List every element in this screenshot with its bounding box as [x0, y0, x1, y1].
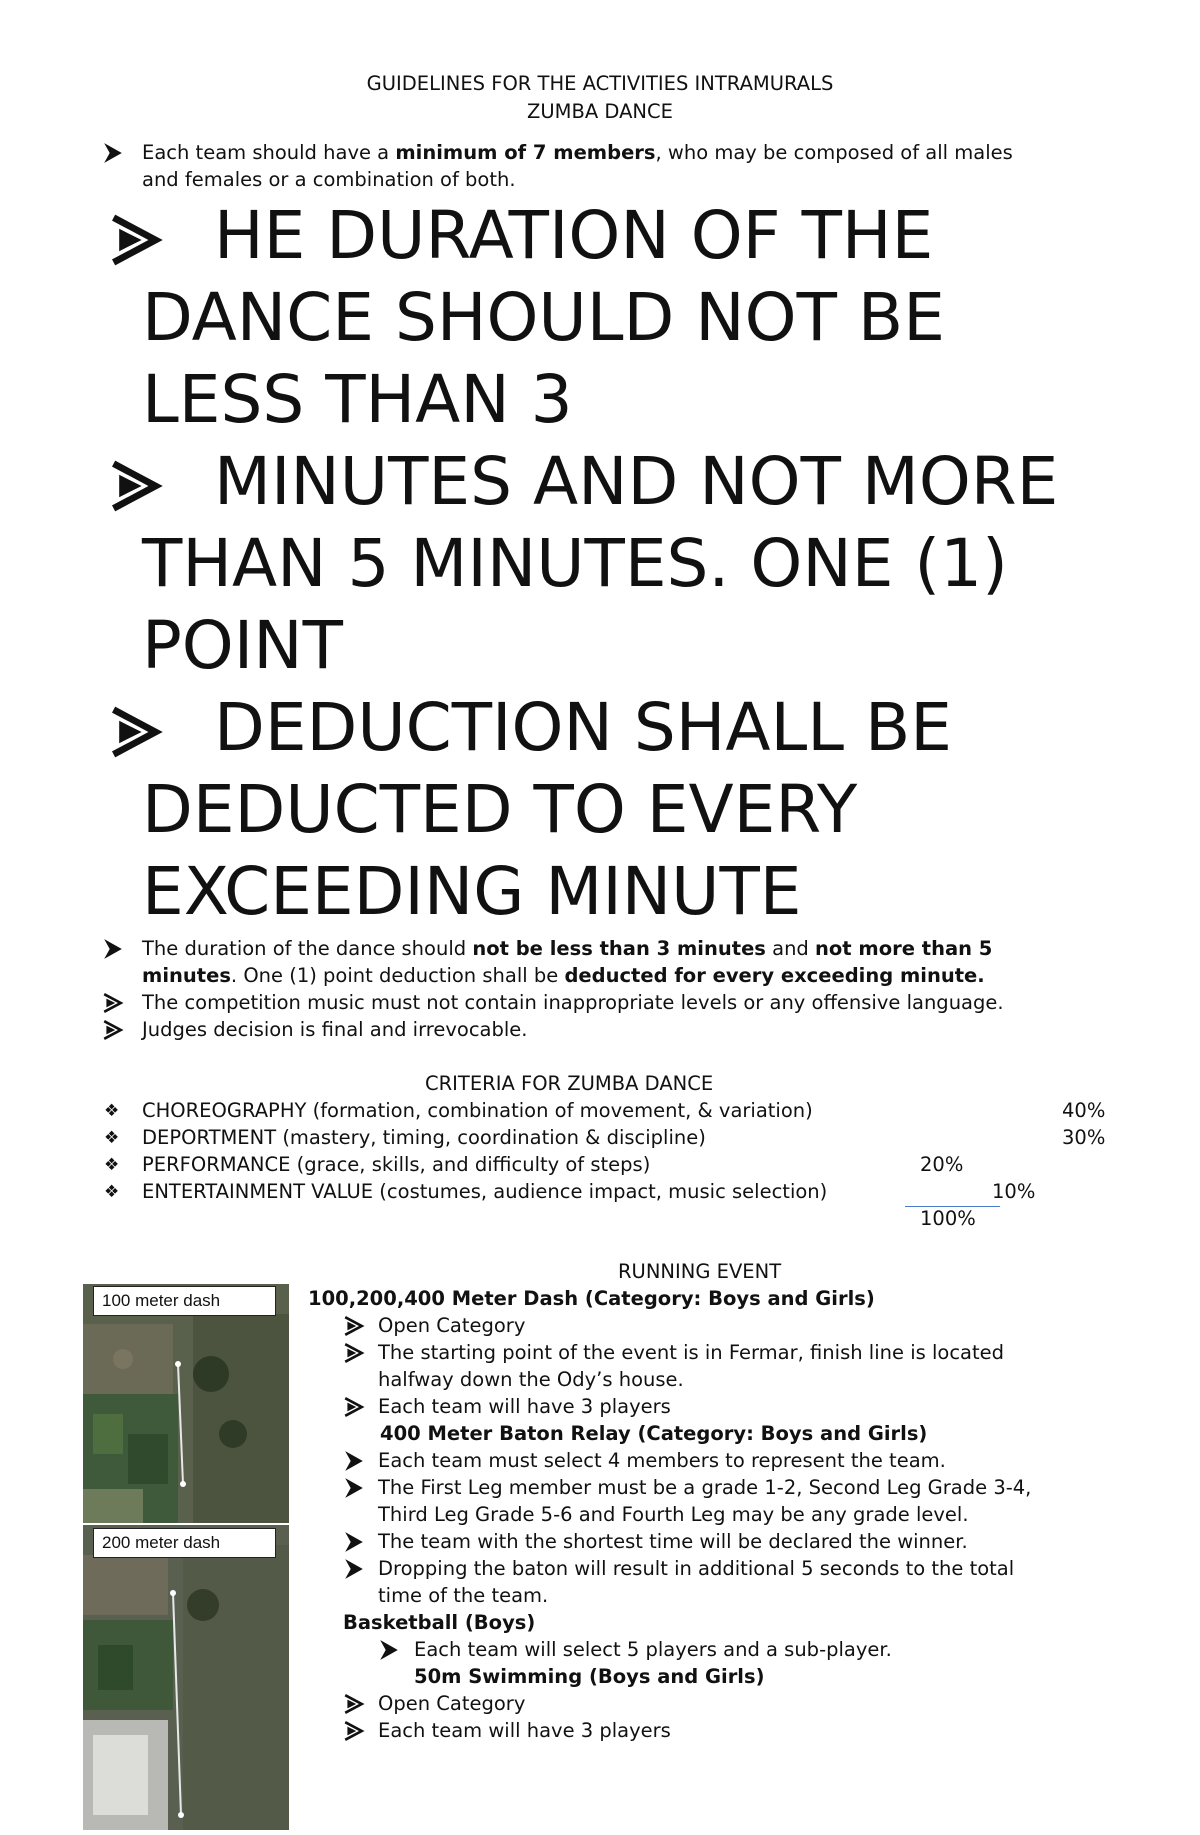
- big-text-line: LESS THAN 3: [142, 361, 573, 438]
- arrowhead-bullet-icon: [102, 992, 124, 1014]
- arrowhead-bullet-icon: [343, 1693, 365, 1715]
- running-title: RUNNING EVENT: [618, 1260, 782, 1283]
- zumba-bullet-duration-cont: minutes. One (1) point deduction shall be deducted for every exceeding minute.: [142, 964, 985, 987]
- map-label: 200 meter dash: [93, 1528, 276, 1558]
- map-label: 100 meter dash: [93, 1286, 276, 1316]
- map-200-meter-dash: [83, 1525, 289, 1830]
- zumba-bullet-members-cont: and females or a combination of both.: [142, 168, 516, 191]
- swimming-item: Open Category: [378, 1692, 526, 1715]
- criteria-total: 100%: [920, 1207, 976, 1230]
- criteria-item-percent: 30%: [1062, 1126, 1106, 1149]
- dash-item: The starting point of the event is in Fermar, finish line is located: [378, 1341, 1005, 1364]
- big-text-line: POINT: [142, 607, 343, 684]
- page-header: GUIDELINES FOR THE ACTIVITIES INTRAMURALS: [366, 72, 834, 95]
- zumba-bullet-music: The competition music must not contain inappropriate levels or any offensive language.: [142, 991, 1004, 1014]
- arrowhead-bullet-icon: [343, 1558, 365, 1580]
- criteria-item-percent: 20%: [920, 1153, 964, 1176]
- basketball-item: Each team will select 5 players and a sub-player.: [414, 1638, 892, 1661]
- criteria-item-label: ENTERTAINMENT VALUE (costumes, audience impact, music selection): [142, 1180, 828, 1203]
- arrowhead-bullet-icon: [343, 1720, 365, 1742]
- swimming-heading: 50m Swimming (Boys and Girls): [414, 1665, 765, 1688]
- criteria-item-label: CHOREOGRAPHY (formation, combination of movement, & variation): [142, 1099, 813, 1122]
- four-diamond-bullet-icon: ❖: [104, 1128, 120, 1148]
- zumba-bullet-duration: The duration of the dance should not be less than 3 minutes and not more than 5: [142, 937, 993, 960]
- big-text-line: DEDUCTED TO EVERY: [142, 771, 858, 848]
- criteria-item-label: DEPORTMENT (mastery, timing, coordination & discipline): [142, 1126, 706, 1149]
- relay-item-cont: time of the team.: [378, 1584, 549, 1607]
- map-100-meter-dash: [83, 1284, 289, 1523]
- basketball-heading: Basketball (Boys): [343, 1611, 536, 1634]
- dash-heading: 100,200,400 Meter Dash (Category: Boys and Girls): [308, 1287, 875, 1310]
- arrowhead-bullet-icon: [343, 1396, 365, 1418]
- arrowhead-bullet-icon: [343, 1531, 365, 1553]
- zumba-bullet-judges: Judges decision is final and irrevocable.: [142, 1018, 528, 1041]
- dash-item-cont: halfway down the Ody’s house.: [378, 1368, 684, 1391]
- criteria-item-label: PERFORMANCE (grace, skills, and difficulty of steps): [142, 1153, 651, 1176]
- arrowhead-bullet-icon: [378, 1639, 400, 1661]
- four-diamond-bullet-icon: ❖: [104, 1155, 120, 1175]
- relay-item: The First Leg member must be a grade 1-2, Second Leg Grade 3-4,: [378, 1476, 1032, 1499]
- dash-item: Each team will have 3 players: [378, 1395, 671, 1418]
- criteria-item-percent: 10%: [992, 1180, 1036, 1203]
- criteria-title: CRITERIA FOR ZUMBA DANCE: [425, 1072, 714, 1095]
- swimming-item: Each team will have 3 players: [378, 1719, 671, 1742]
- arrowhead-bullet-icon: [108, 458, 164, 514]
- zumba-title: ZUMBA DANCE: [527, 100, 673, 123]
- relay-item: The team with the shortest time will be declared the winner.: [378, 1530, 968, 1553]
- big-text-line: DANCE SHOULD NOT BE: [142, 279, 945, 356]
- arrowhead-bullet-icon: [343, 1342, 365, 1364]
- arrowhead-bullet-icon: [108, 212, 164, 268]
- arrowhead-bullet-icon: [102, 142, 124, 164]
- big-text-line: THAN 5 MINUTES. ONE (1): [142, 525, 1008, 602]
- satellite-map-image: [83, 1284, 289, 1523]
- relay-item-cont: Third Leg Grade 5-6 and Fourth Leg may be any grade level.: [378, 1503, 969, 1526]
- arrowhead-bullet-icon: [102, 938, 124, 960]
- four-diamond-bullet-icon: ❖: [104, 1101, 120, 1121]
- relay-item: Each team must select 4 members to represent the team.: [378, 1449, 946, 1472]
- satellite-map-image: [83, 1525, 289, 1830]
- four-diamond-bullet-icon: ❖: [104, 1182, 120, 1202]
- arrowhead-bullet-icon: [343, 1315, 365, 1337]
- big-text-line: MINUTES AND NOT MORE: [214, 443, 1059, 520]
- zumba-bullet-members: Each team should have a minimum of 7 members, who may be composed of all males: [142, 141, 1013, 164]
- arrowhead-bullet-icon: [102, 1019, 124, 1041]
- arrowhead-bullet-icon: [343, 1450, 365, 1472]
- arrowhead-bullet-icon: [108, 704, 164, 760]
- arrowhead-bullet-icon: [343, 1477, 365, 1499]
- relay-heading: 400 Meter Baton Relay (Category: Boys and Girls): [380, 1422, 928, 1445]
- big-text-line: EXCEEDING MINUTE: [142, 853, 802, 930]
- relay-item: Dropping the baton will result in additional 5 seconds to the total: [378, 1557, 1015, 1580]
- criteria-item-percent: 40%: [1062, 1099, 1106, 1122]
- dash-item: Open Category: [378, 1314, 526, 1337]
- big-text-line: HE DURATION OF THE: [214, 197, 934, 274]
- big-text-line: DEDUCTION SHALL BE: [214, 689, 952, 766]
